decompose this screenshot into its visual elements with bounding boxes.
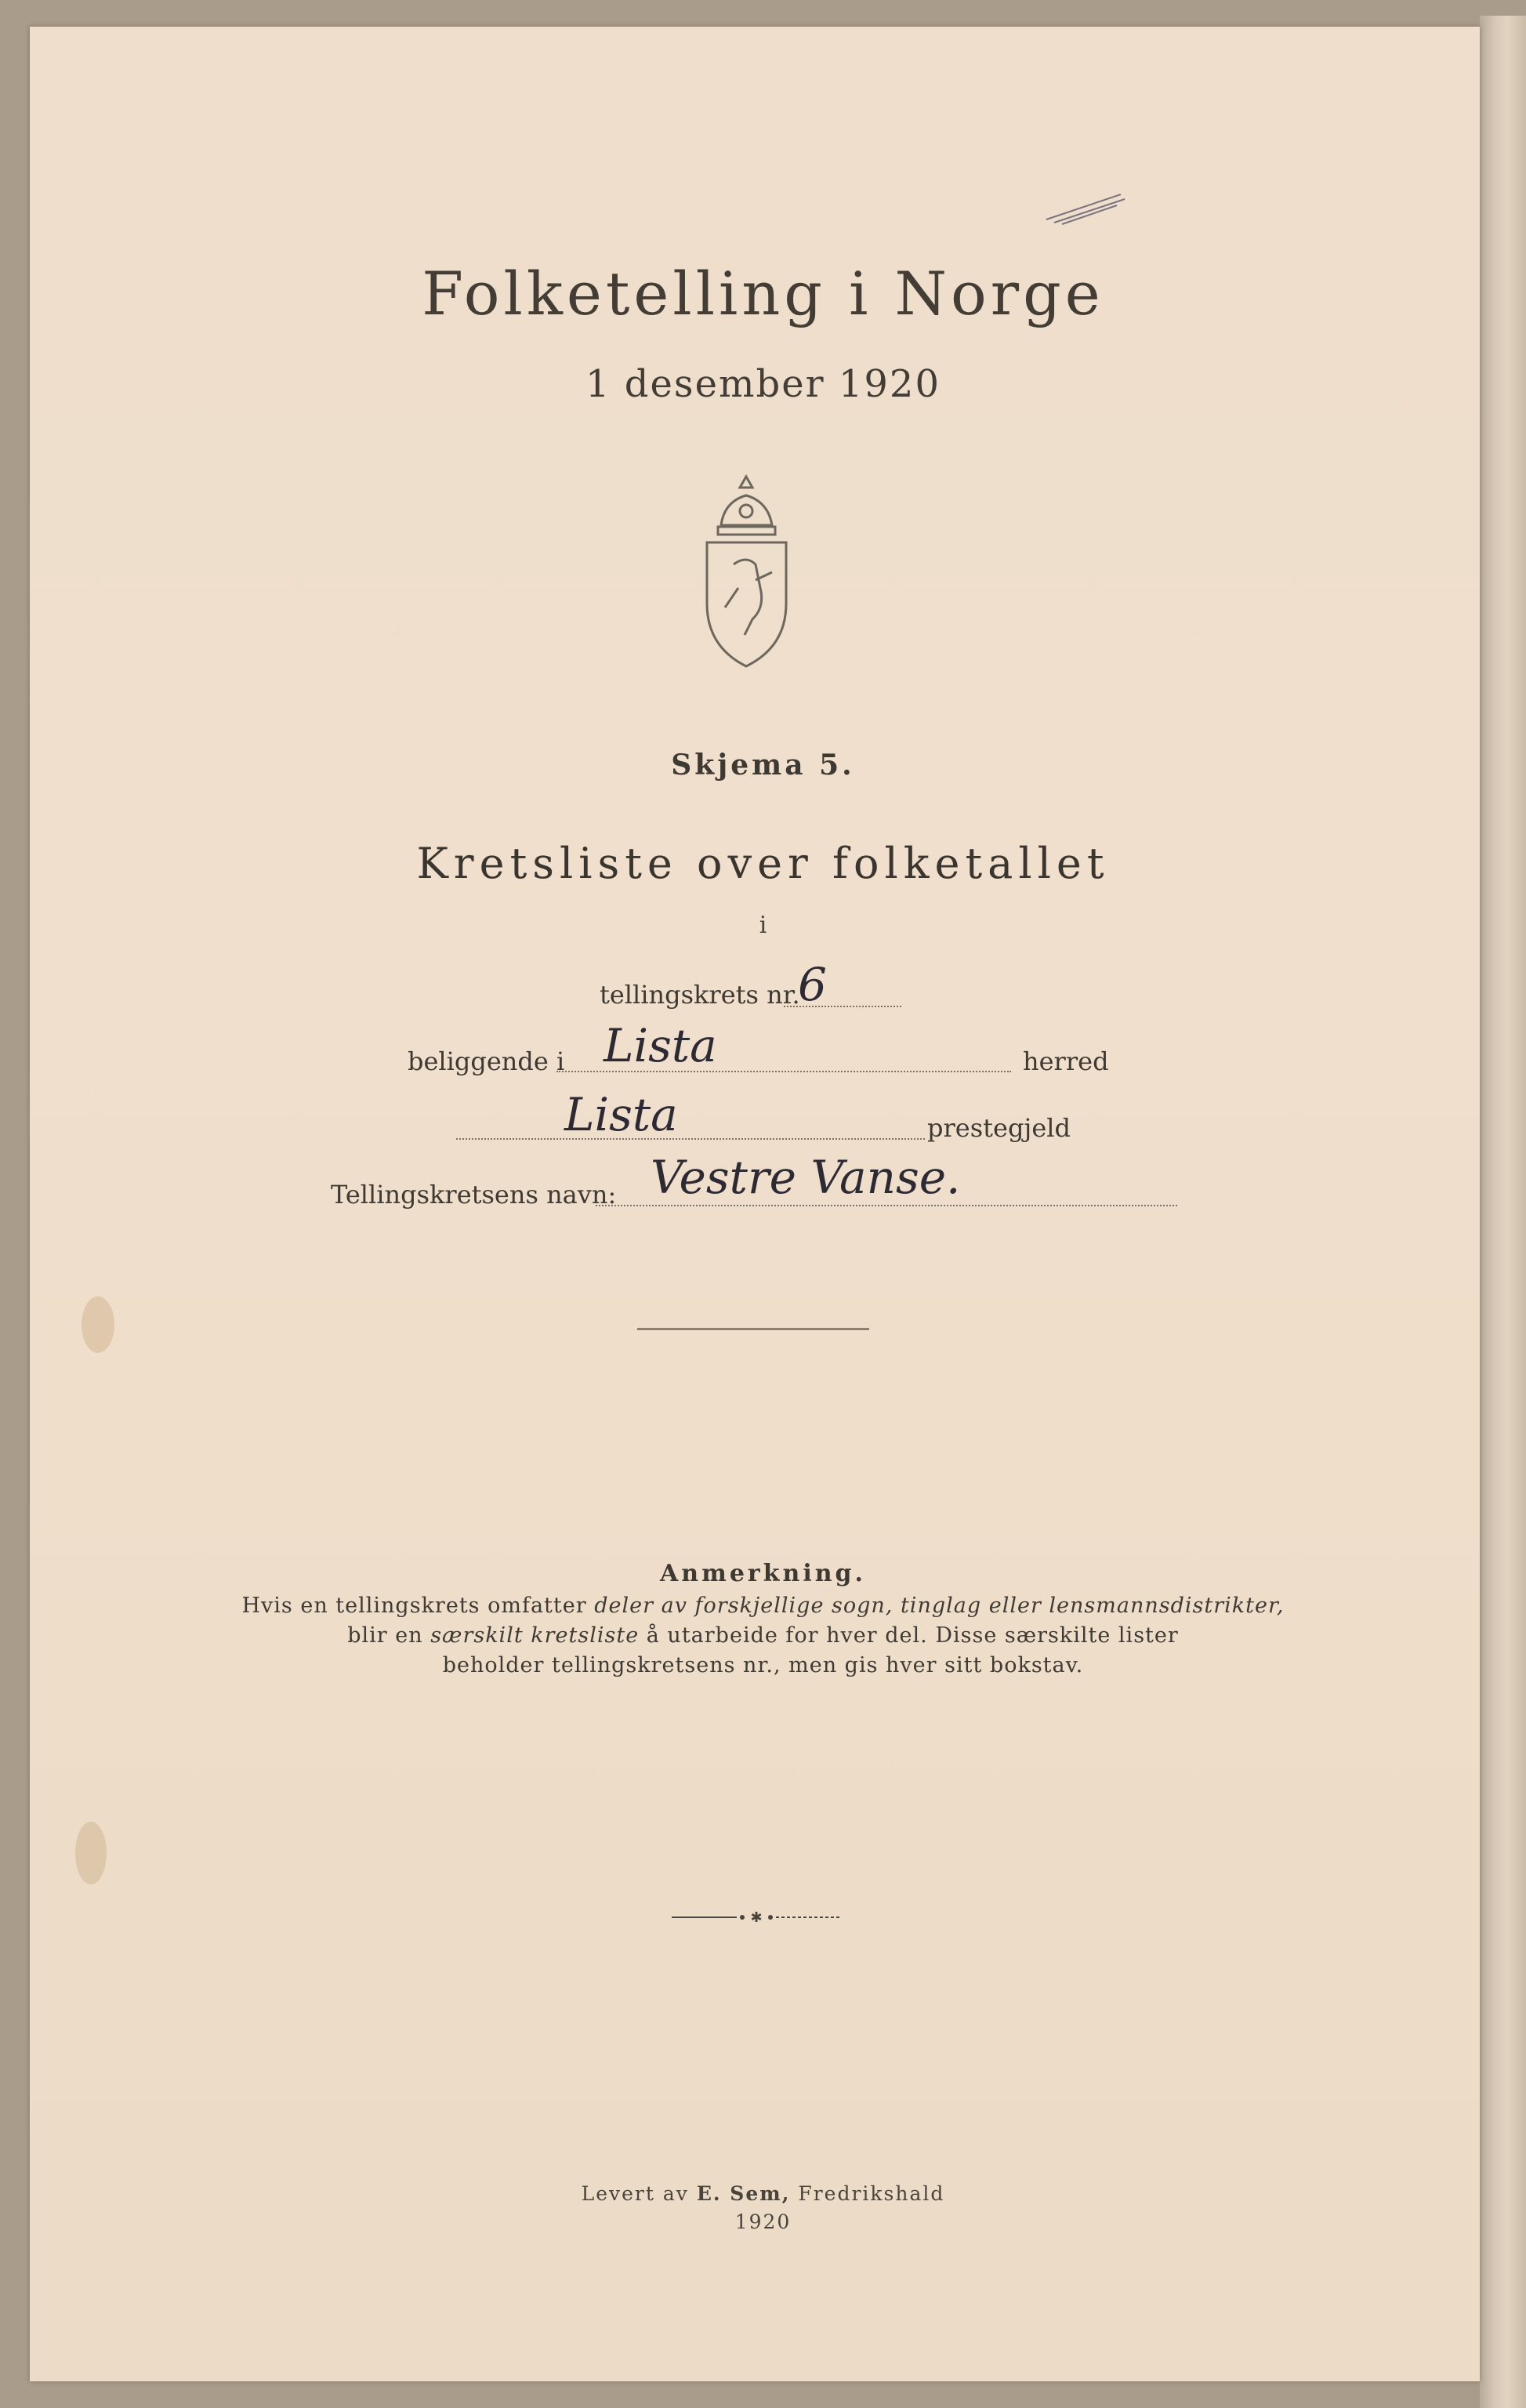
star-divider-icon <box>670 1909 843 1925</box>
print-year: 1920 <box>734 2210 792 2233</box>
printer-name: E. Sem, <box>696 2182 791 2205</box>
printer-place: Fredrikshald <box>790 2182 945 2205</box>
krets-name-label: Tellingskretsens navn: <box>331 1180 617 1209</box>
prestegjeld-value: Lista <box>564 1088 678 1141</box>
printer-pre: Levert av <box>581 2182 697 2205</box>
herred-label: herred <box>1023 1046 1109 1076</box>
note-line-1-italic: deler av forskjellige sogn, tinglag eller lensmannsdistrikter, <box>594 1594 1285 1618</box>
beliggende-label: beliggende i <box>408 1046 565 1076</box>
form-heading: Kretsliste over folketallet <box>416 839 1110 888</box>
krets-name-value: Vestre Vanse. <box>651 1151 961 1204</box>
schema-number: Skjema 5. <box>671 749 855 782</box>
note-line-2-tail: å utarbeide for hver del. Disse særskilte lister <box>639 1623 1179 1648</box>
census-date: 1 desember 1920 <box>585 362 941 406</box>
connector-word: i <box>759 912 767 939</box>
norwegian-coat-of-arms-icon <box>690 470 803 674</box>
note-line-3: beholder tellingskretsens nr., men gis hver sitt bokstav. <box>442 1653 1084 1677</box>
document-title: Folketelling i Norge <box>422 259 1104 328</box>
krets-number-label: tellingskrets nr. <box>600 980 800 1010</box>
note-line-2 <box>0 1623 1526 1648</box>
prestegjeld-line <box>456 1138 925 1140</box>
svg-text:✱: ✱ <box>750 1909 763 1925</box>
note-line-1 <box>0 1594 1526 1618</box>
note-title: Anmerkning. <box>660 1560 866 1587</box>
stain <box>75 1822 107 1884</box>
krets-number-value: 6 <box>798 958 827 1011</box>
prestegjeld-label: prestegjeld <box>927 1113 1071 1143</box>
note-line-2-italic: særskilt kretsliste <box>430 1623 640 1648</box>
note-line-2-text: blir en <box>347 1623 431 1648</box>
separator-rule <box>637 1328 869 1330</box>
stain <box>82 1296 114 1353</box>
herred-value: Lista <box>604 1019 717 1072</box>
note-line-1-text: Hvis en tellingskrets omfatter <box>241 1594 595 1618</box>
krets-name-line <box>596 1205 1177 1206</box>
pencil-mark-icon <box>1042 188 1129 227</box>
printer-credit <box>0 2182 1526 2205</box>
